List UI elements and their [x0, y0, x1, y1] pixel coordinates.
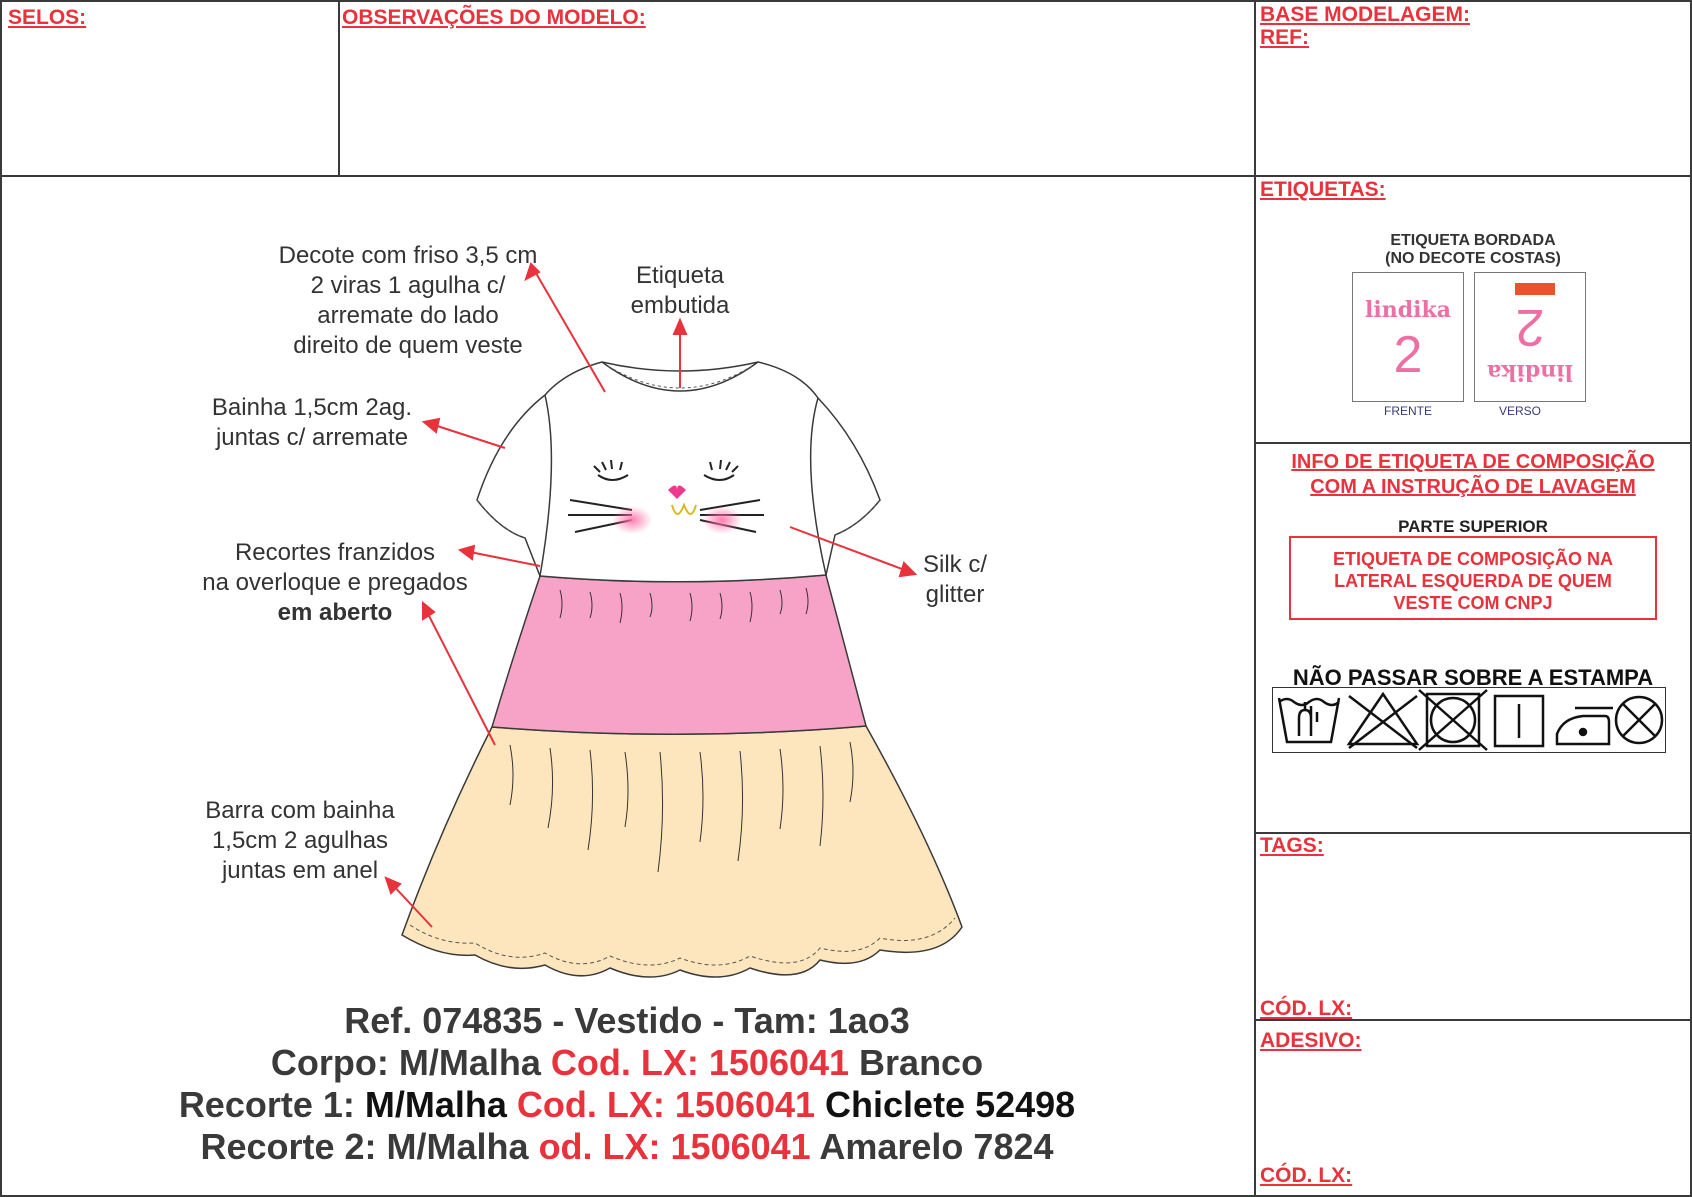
- caption-line-2: Corpo: M/Malha Cod. LX: 1506041 Branco: [270, 1042, 984, 1083]
- iron-low-icon: [1557, 708, 1613, 744]
- caption-line-3: Recorte 1: M/Malha Cod. LX: 1506041 Chiclete 52498: [178, 1084, 1076, 1125]
- composicao-box: ETIQUETA DE COMPOSIÇÃO NA LATERAL ESQUERDA DE QUEM VESTE COM CNPJ: [1289, 536, 1657, 620]
- callout-decote: Decote com friso 3,5 cm 2 viras 1 agulha c/ arremate do lado direito de quem veste: [278, 242, 538, 359]
- verso-label: VERSO: [1498, 404, 1541, 418]
- cod-lx-tags: CÓD. LX:: [1260, 997, 1353, 1020]
- parte-superior-label: PARTE SUPERIOR: [1398, 517, 1548, 536]
- hand-wash-icon: [1279, 698, 1339, 742]
- callout-recortes: Recortes franzidos na overloque e pregados em aberto: [202, 539, 468, 626]
- callout-bainha: Bainha 1,5cm 2ag. juntas c/ arremate: [211, 394, 413, 451]
- bodice: [477, 362, 880, 582]
- selos-header: SELOS:: [8, 6, 87, 29]
- ref-header: REF:: [1260, 26, 1309, 49]
- size-number-mirrored: 2: [1515, 298, 1545, 356]
- no-bleach-icon: [1349, 694, 1417, 748]
- nao-passar-warning: NÃO PASSAR SOBRE A ESTAMPA: [1292, 665, 1654, 690]
- line-dry-icon: [1495, 696, 1543, 746]
- label-back: [1474, 272, 1586, 402]
- orange-tag: [1515, 283, 1555, 295]
- brand-logo: lindika: [1365, 297, 1451, 323]
- frente-label: FRENTE: [1384, 404, 1432, 418]
- no-dry-clean-icon: [1616, 697, 1662, 743]
- adesivo-header: ADESIVO:: [1260, 1029, 1362, 1052]
- callout-etiqueta: Etiqueta embutida: [630, 262, 730, 319]
- callout-barra: Barra com bainha 1,5cm 2 agulhas juntas em anel: [205, 797, 395, 884]
- info-composicao-header: INFO DE ETIQUETA DE COMPOSIÇÃO COM A INSTRUÇÃO DE LAVAGEM: [1291, 451, 1655, 498]
- info-composicao-cell: [1254, 442, 1692, 834]
- caption-line-4: Recorte 2: M/Malha od. LX: 1506041 Amarelo 7824: [200, 1126, 1054, 1167]
- etiqueta-bordada-title: ETIQUETA BORDADA (NO DECOTE COSTAS): [1385, 232, 1561, 267]
- brand-logo-mirrored: lindika: [1487, 359, 1573, 385]
- tags-cell: [1254, 832, 1692, 1021]
- no-tumble-dry-icon: [1419, 690, 1487, 750]
- tags-header: TAGS:: [1260, 834, 1324, 857]
- size-number: 2: [1393, 326, 1423, 384]
- label-front: [1352, 272, 1464, 402]
- observacoes-header: OBSERVAÇÕES DO MODELO:: [342, 6, 646, 29]
- etiquetas-header: ETIQUETAS:: [1260, 178, 1386, 201]
- pink-tier: [492, 575, 866, 734]
- cod-lx-adesivo: CÓD. LX:: [1260, 1164, 1353, 1187]
- care-symbols-strip: [1272, 687, 1666, 753]
- caption-line-1: Ref. 074835 - Vestido - Tam: 1ao3: [344, 1000, 910, 1041]
- base-modelagem-cell: [1254, 0, 1692, 177]
- base-modelagem-header: BASE MODELAGEM:: [1260, 3, 1470, 26]
- callout-silk: Silk c/ glitter: [922, 551, 987, 608]
